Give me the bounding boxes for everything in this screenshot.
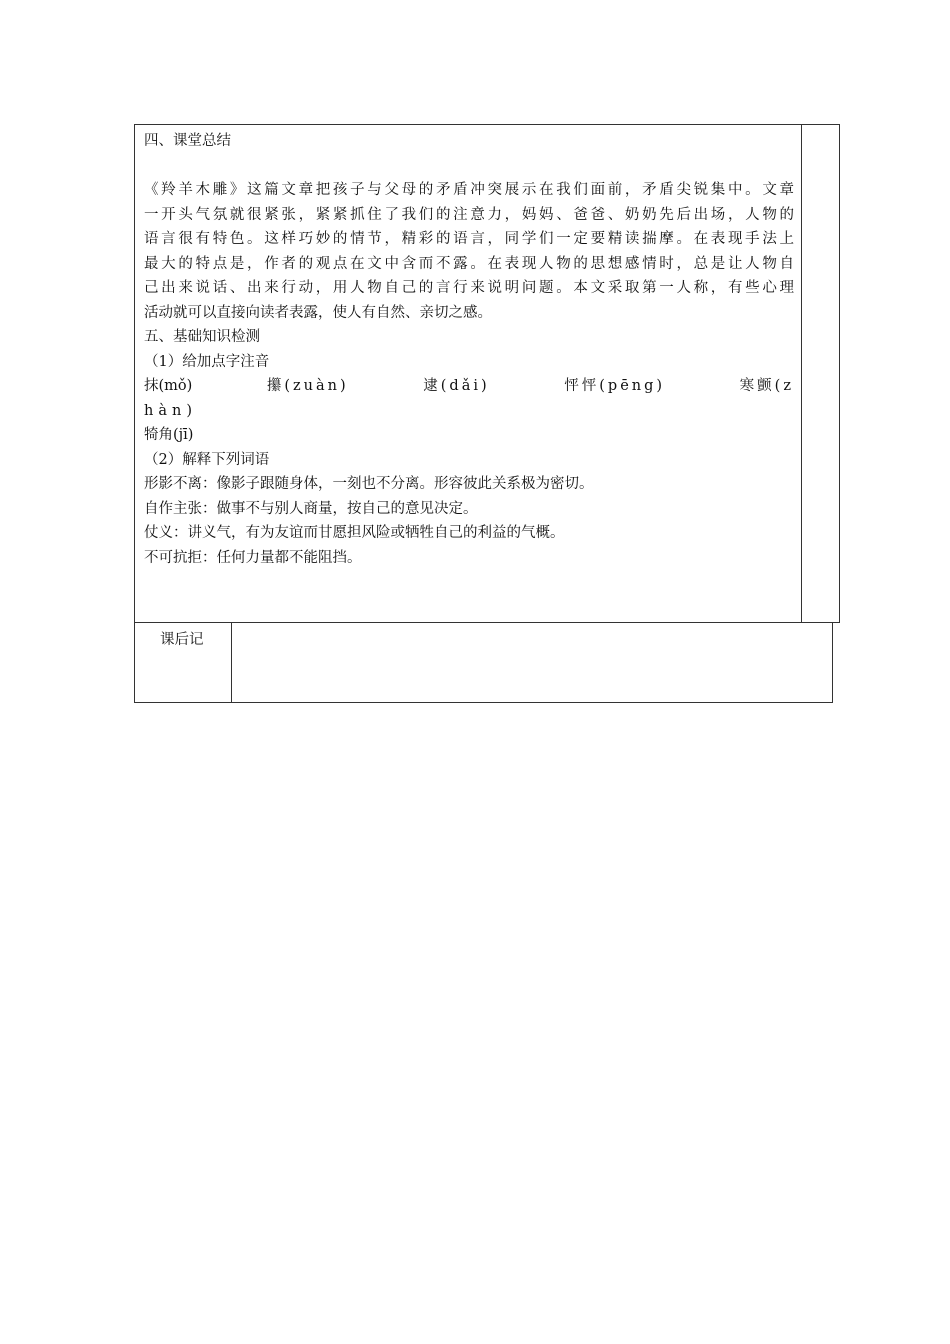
section-heading-summary: 四、课堂总结 — [144, 133, 231, 149]
pinyin-item: 寒颤(z — [739, 378, 794, 394]
definition-line: 仗义：讲义气，有为友谊而甘愿担风险或牺牲自己的利益的气概。 — [144, 525, 565, 541]
pinyin-row — [144, 374, 794, 399]
definition-line: 形影不离：像影子跟随身体，一刻也不分离。形容彼此关系极为密切。 — [144, 476, 594, 492]
pinyin-item: 抹(mǒ) — [144, 378, 193, 394]
paragraph-line: 语言很有特色。这样巧妙的情节，精彩的语言，同学们一定要精读揣摩。在表现手法上 — [144, 231, 794, 247]
lesson-table — [134, 124, 840, 623]
definition-line: 不可抗拒：任何力量都不能阻挡。 — [144, 549, 362, 566]
question-label-definitions: （2）解释下列词语 — [144, 451, 270, 468]
section-heading-knowledge: 五、基础知识检测 — [144, 329, 260, 345]
question-label-pinyin: （1）给加点字注音 — [144, 353, 270, 370]
table-divider — [801, 125, 802, 622]
paragraph-line: 活动就可以直接向读者表露，使人有自然、亲切之感。 — [144, 304, 492, 321]
pinyin-item: 攥(zuàn) — [266, 378, 349, 394]
after-class-table — [134, 622, 833, 703]
paragraph-line: 己出来说话、出来行动，用人物自己的言行来说明问题。本文采取第一人称，有些心理 — [144, 280, 794, 296]
paragraph-line: 最大的特点是，作者的观点在文中含而不露。在表现人物的思想感情时，总是让人物自 — [144, 255, 794, 272]
pinyin-item: 犄角(jī) — [144, 427, 194, 443]
spacer — [144, 154, 794, 179]
lesson-content — [144, 129, 794, 570]
paragraph-line: 一开头气氛就很紧张，紧紧抓住了我们的注意力，妈妈、爸爸、奶奶先后出场，人物的 — [144, 206, 794, 223]
paragraph-line: 《羚羊木雕》这篇文章把孩子与父母的矛盾冲突展示在我们面前，矛盾尖锐集中。文章 — [144, 182, 794, 198]
pinyin-wrap: hàn) — [144, 402, 197, 419]
definition-line: 自作主张：做事不与别人商量，按自己的意见决定。 — [144, 500, 478, 517]
table-divider — [231, 623, 232, 702]
after-class-label: 课后记 — [160, 632, 204, 648]
pinyin-item: 逮(dǎi) — [423, 378, 490, 394]
pinyin-item: 怦怦(pēng) — [564, 378, 666, 394]
